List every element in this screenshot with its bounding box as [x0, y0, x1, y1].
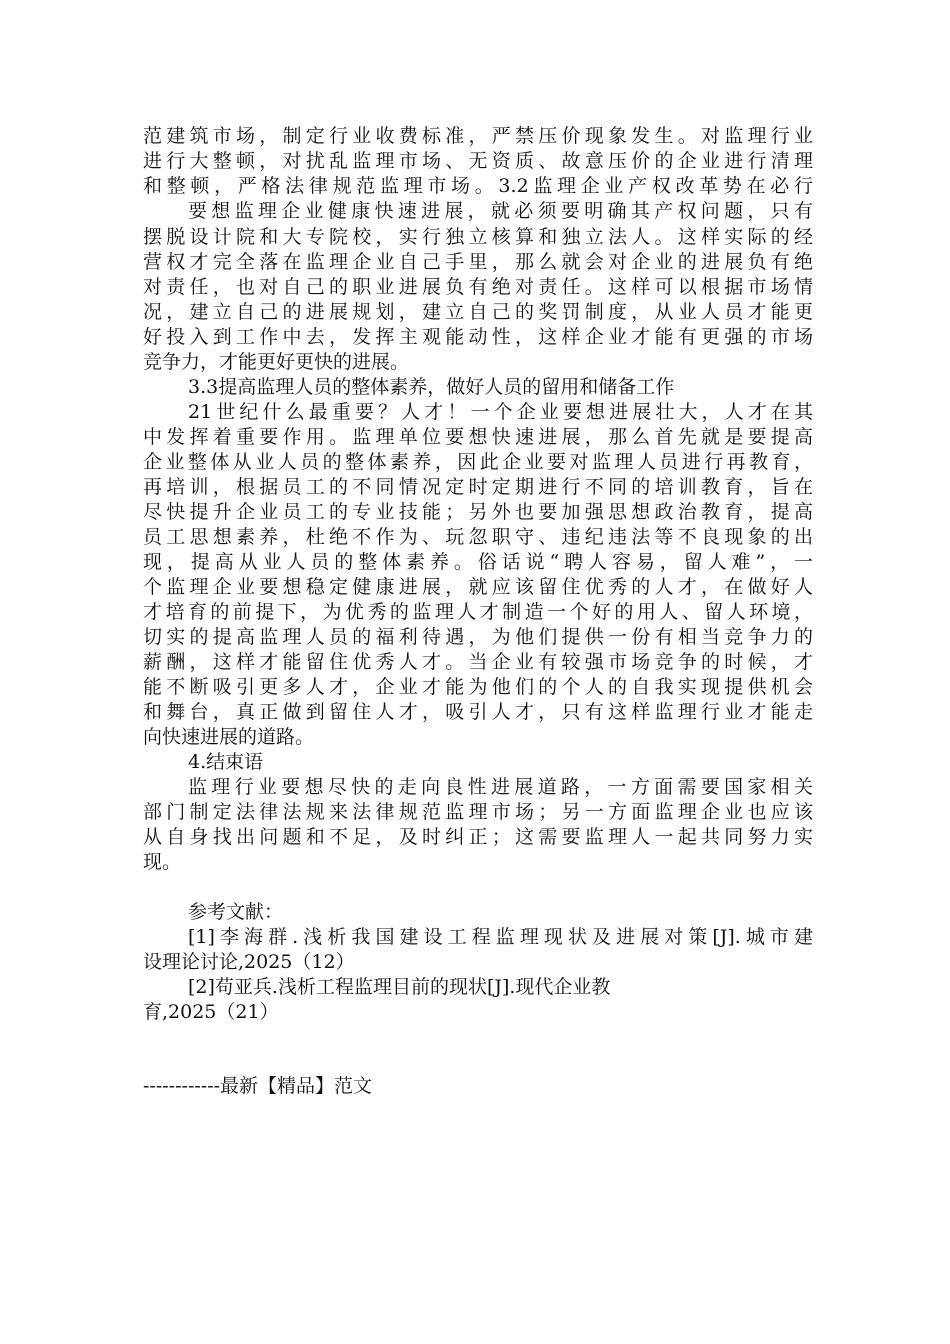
body-text-line: 向快速进展的道路。 [143, 726, 315, 748]
body-text-line: 能不断吸引更多人才，企业才能为他们的个人的自我实现提供机会 [143, 676, 813, 698]
paragraph-first-line: 要想监理企业健康快速进展，就必须要明确其产权问题，只有 [188, 200, 813, 222]
section-heading: 4.结束语 [188, 751, 264, 773]
body-text-line: 和整顿，严格法律规范监理市场。3.2监理企业产权改革势在必行 [143, 175, 813, 197]
body-text-line: 范建筑市场，制定行业收费标准，严禁压价现象发生。对监理行业 [143, 125, 813, 147]
body-text-line: 部门制定法律法规来法律规范监理市场；另一方面监理企业也应该 [143, 801, 813, 823]
body-text-line: 个监理企业要想稳定健康进展，就应该留住优秀的人才，在做好人 [143, 576, 813, 598]
body-text-line: 切实的提高监理人员的福利待遇，为他们提供一份有相当竞争力的 [143, 626, 813, 648]
references-heading: 参考文献： [188, 901, 284, 923]
body-text-line: 摆脱设计院和大专院校，实行独立核算和独立法人。这样实际的经 [143, 226, 813, 248]
body-text-line: 和舞台，真正做到留住人才，吸引人才，只有这样监理行业才能走 [143, 701, 813, 723]
body-text-line: 尽快提升企业员工的专业技能；另外也要加强思想政治教育，提高 [143, 501, 813, 523]
body-text-line: 才培育的前提下，为优秀的监理人才制造一个好的用人、留人环境， [143, 601, 813, 623]
paragraph-first-line: 监理行业要想尽快的走向良性进展道路，一方面需要国家相关 [188, 776, 813, 798]
body-text-line: 企业整体从业人员的整体素养，因此企业要对监理人员进行再教育， [143, 451, 813, 473]
body-text-line: 竞争力，才能更好更快的进展。 [143, 351, 410, 373]
body-text-line: 再培训，根据员工的不同情况定时定期进行不同的培训教育，旨在 [143, 476, 813, 498]
paragraph-first-line: 21世纪什么最重要？人才！一个企业要想进展壮大，人才在其 [188, 401, 813, 423]
body-text-line: 现，提高从业人员的整体素养。俗话说“聘人容易，留人难”，一 [143, 551, 813, 573]
reference-item-continuation: 育,2025（21） [143, 1001, 279, 1023]
body-text-line: 员工思想素养，杜绝不作为、玩忽职守、违纪违法等不良现象的出 [143, 526, 813, 548]
section-heading: 3.3提高监理人员的整体素养，做好人员的留用和储备工作 [188, 376, 675, 398]
body-text-line: 营权才完全落在监理企业自己手里，那么就会对企业的进展负有绝 [143, 251, 813, 273]
body-text-line: 况，建立自己的进展规划，建立自己的奖罚制度，从业人员才能更 [143, 301, 813, 323]
body-text-line: 进行大整顿，对扰乱监理市场、无资质、故意压价的企业进行清理 [143, 150, 813, 172]
reference-item: [2]苟亚兵.浅析工程监理目前的现状[J].现代企业教 [188, 976, 611, 998]
body-text-line: 薪酬，这样才能留住优秀人才。当企业有较强市场竞争的时候，才 [143, 651, 813, 673]
body-text-line: 中发挥着重要作用。监理单位要想快速进展，那么首先就是要提高 [143, 426, 813, 448]
body-text-line: 从自身找出问题和不足，及时纠正；这需要监理人一起共同努力实 [143, 826, 813, 848]
body-text-line: 对责任，也对自己的职业进展负有绝对责任。这样可以根据市场情 [143, 276, 813, 298]
body-text-line: 好投入到工作中去，发挥主观能动性，这样企业才能有更强的市场 [143, 326, 813, 348]
body-text-line: 现。 [143, 851, 182, 873]
reference-item: [1]李海群.浅析我国建设工程监理现状及进展对策[J].城市建 [188, 926, 813, 948]
reference-item-continuation: 设理论讨论,2025（12） [143, 951, 355, 973]
footer-tagline: ------------最新【精品】范文 [143, 1075, 373, 1097]
